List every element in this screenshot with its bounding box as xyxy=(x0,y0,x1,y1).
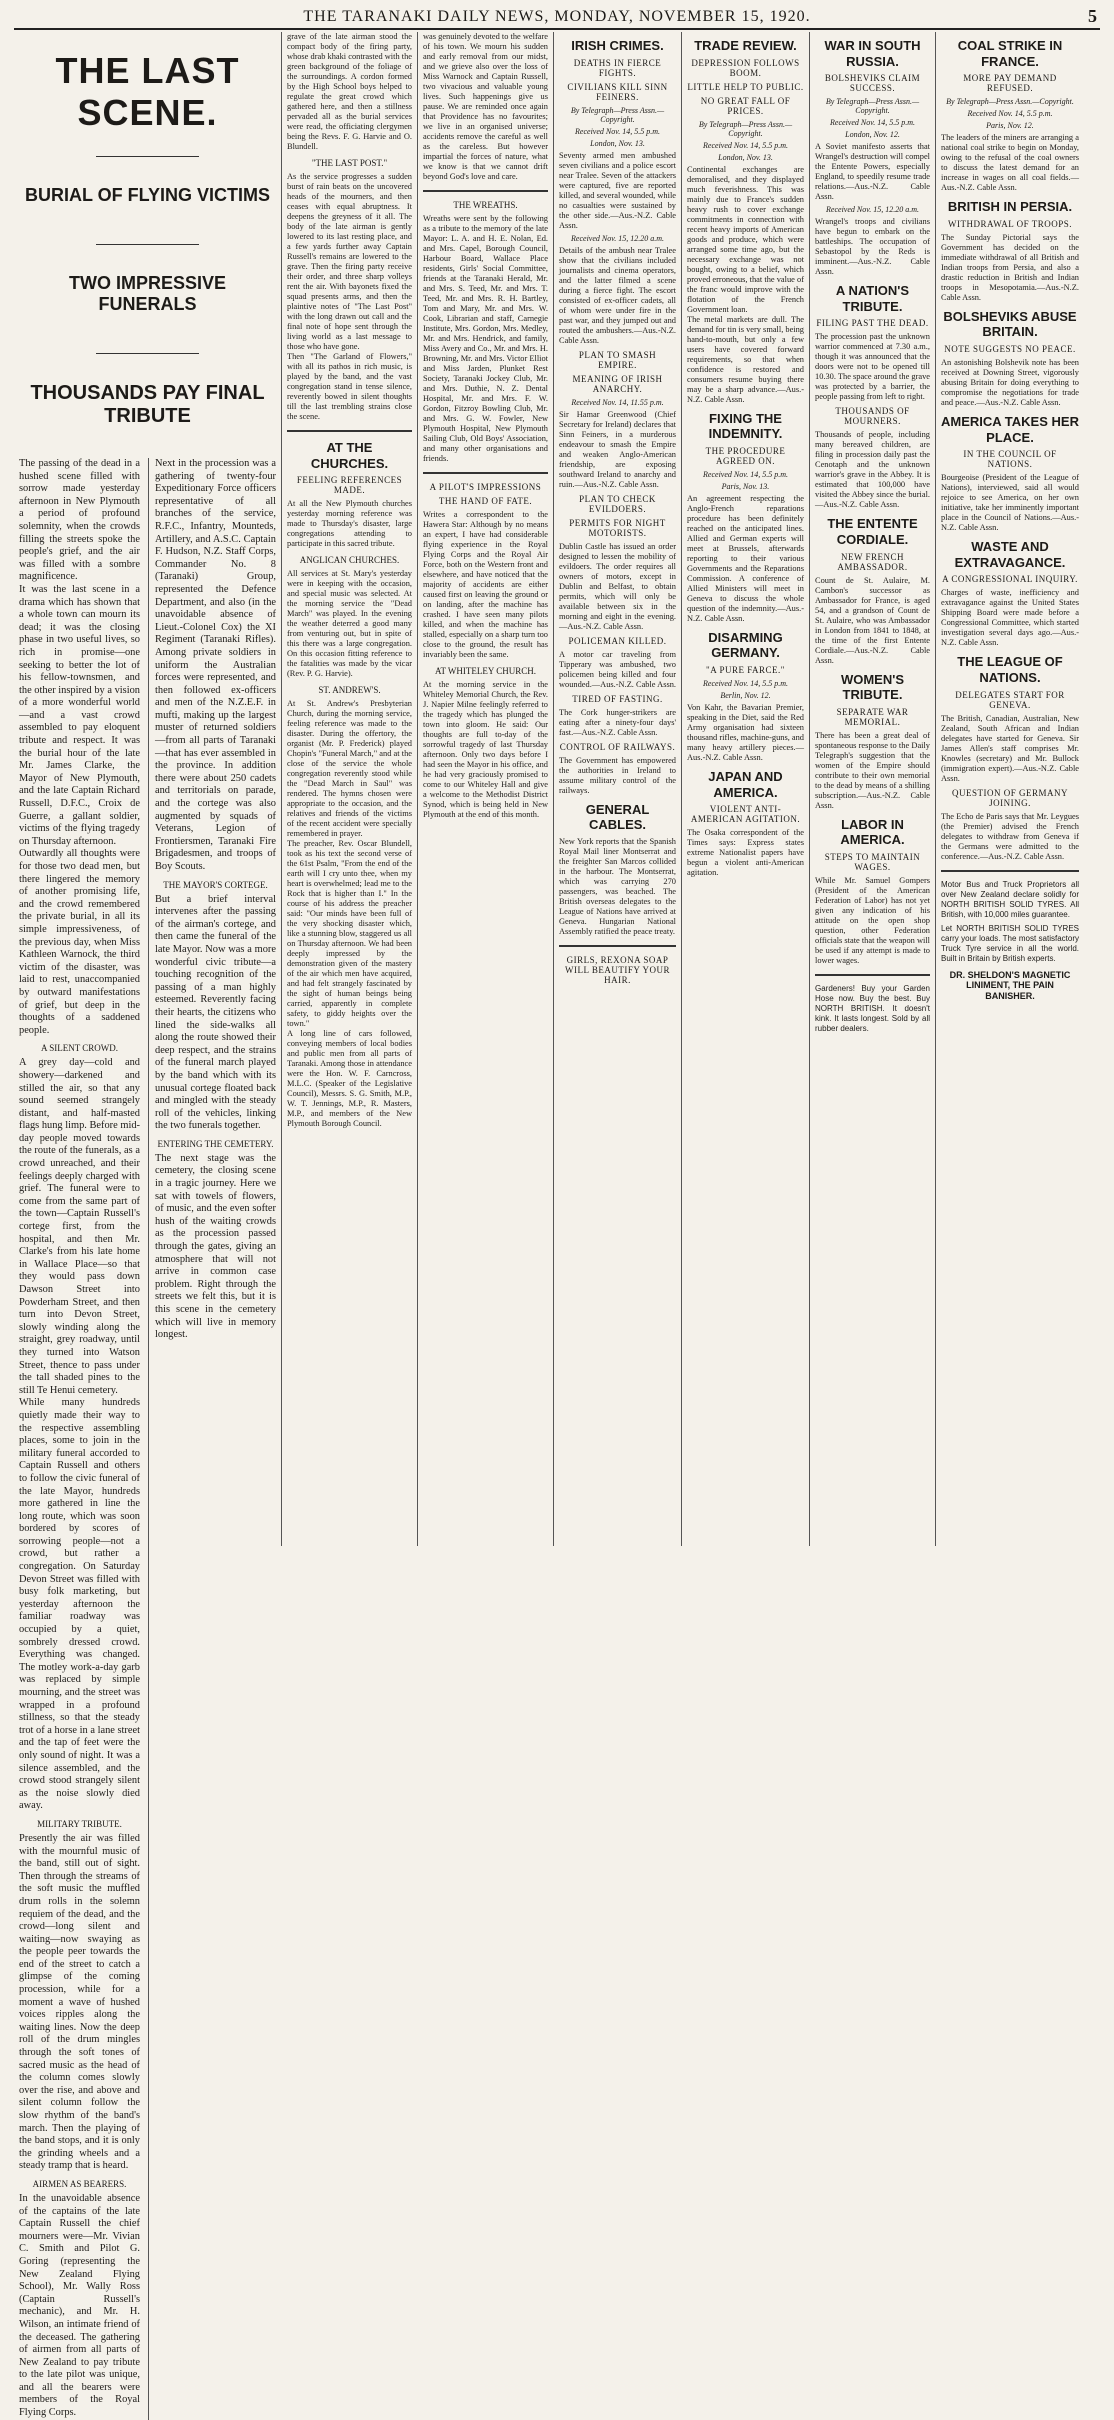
paragraph: The leaders of the miners are arranging a national coal strike to begin on Monday, owing to the refusal of the coal owners to discuss the latest demand for an increase in wages on all coal fields.—Aus.-N.Z. Cable Assn. xyxy=(941,133,1079,193)
paragraph: Count de St. Aulaire, M. Cambon's successor as Ambassador for France, is aged 54, and a grandson of Count de St. Aulaire, who was Ambassador in London from 1841 to 1848, at the time of the first Entente Cordiale.—Aus.-N.Z. Cable Assn. xyxy=(815,575,930,665)
received-line: Received Nov. 14, 5.5 p.m. xyxy=(703,678,788,688)
masthead xyxy=(14,6,1100,30)
paragraph: At the morning service in the Whiteley Memorial Church, the Rev. J. Napier Milne feelingly referred to the tragedy which has plunged the town into gloom. He said: Our thoughts are full to-day of the sorrowful tragedy of last Thursday afternoon. Only two days before I had seen the Mayor in his office, and he had very graciously promised to come to our Whiteley Hall and give a welcome to the Methodist District Synod, which is being held in New Plymouth at the end of this month. xyxy=(423,680,548,819)
advertisement: DR. SHELDON'S MAGNETIC LINIMENT, THE PAIN BANISHER. xyxy=(949,969,1071,1002)
paragraph: The Echo de Paris says that Mr. Leygues (the Premier) advised the French delegates to withdraw from Geneva if the Germans were admitted to the conference.—Aus.-N.Z. Cable Assn. xyxy=(941,811,1079,861)
headline-general-cables: GENERAL CABLES. xyxy=(585,801,650,833)
deck-funerals: TWO IMPRESSIVE FUNERALS xyxy=(68,273,227,314)
section-heading: AT WHITELEY CHURCH. xyxy=(434,666,537,676)
headline-churches: AT THE CHURCHES. xyxy=(310,440,389,471)
subheading: PLAN TO CHECK EVILDOERS. xyxy=(579,493,656,514)
masthead-title: THE TARANAKI DAILY NEWS, MONDAY, NOVEMBER 15, 1920. xyxy=(303,8,811,25)
subheading: CIVILIANS KILL SINN FEINERS. xyxy=(567,81,668,102)
headline-disarming-germany: DISARMING GERMANY. xyxy=(708,629,783,661)
subheading: DEATHS IN FIERCE FIGHTS. xyxy=(573,57,662,78)
lead-story-left xyxy=(19,458,140,2420)
paragraph: The British, Canadian, Australian, New Zealand, South African and Indian delegates have started for Geneva. Sir James Allen's staff comprises Mr. Knowles (secretary) and Mr. Bullock (immigration expert).—Aus.-N.Z. Cable Assn. xyxy=(941,713,1079,783)
received-line: Received Nov. 15, 12.20 a.m. xyxy=(571,233,664,243)
column-4 xyxy=(554,32,682,1546)
paragraph: An astonishing Bolshevik note has been received at Downing Street, vigorously abusing Britain for doing everything to compromise the negotiations for trade and peace.—Aus.-N.Z. Cable Assn. xyxy=(941,357,1079,407)
paragraph: As the service progresses a sudden burst of rain beats on the uncovered heads of the mourners, and then ceases with equal abruptness. It deepens the greyness of it all. The body of the late airman is gently lowered to its last resting place, and a few yards further away Captain Russell's remains are lowered to the grave. Then the firing party receive their order, and three sharp volleys rent the air. With bayonets fixed the squad presents arms, and then the plaintive notes of "The Last Post" with the long drawn out call and the final note of hope sent through the living world as a last message to those who have gone. xyxy=(287,172,412,351)
subheading: LITTLE HELP TO PUBLIC. xyxy=(687,81,804,92)
paragraph: Next in the procession was a gathering of twenty-four Expeditionary Force officers representative of all branches of the service, R.F.C., Infantry, Mounteds, Artillery, and A.S.C. Captain F. Hudson, N.Z. Staff Corps, Commander No. 8 (Taranaki) Group, represented the Defence Department, and also (in the unavoidable absence of Lieut.-Colonel Cox) the XI Regiment (Taranaki Rifles). Among private soldiers in uniform the Australian forces were represented, and then followed ex-officers and men of the N.Z.E.F. in mufti, making up the largest muster of returned soldiers—from all parts of Taranaki—that has ever assembled in the province. In addition there were about 250 cadets and territorials on parade, and the cortege was also augmented by squads of Veterans, Legion of Frontiersmen, Taranaki Fire Brigadesmen, and troops of Boy Scouts. xyxy=(155,458,276,872)
paragraph: The Government has empowered the authorities in Ireland to assume military control of the railways. xyxy=(559,755,676,795)
paragraph: Outwardly all thoughts were for those two dead men, but there lingered the memory of another promising life, and the crowd remembered the private burial, in all its simple impressiveness, of the previous day, when Miss Kathleen Warnock, the third victim of the disaster, was laid to rest, unaccompanied by outward manifestations of grief, but deep in the thoughts of a saddened people. xyxy=(19,848,140,1036)
headline-trade-review: TRADE REVIEW. xyxy=(694,38,797,53)
headline-nations-tribute: A NATION'S TRIBUTE. xyxy=(835,283,910,314)
paragraph: At all the New Plymouth churches yesterday morning reference was made to Thursday's disaster, large congregations attending to participate in this sacred tribute. xyxy=(287,499,412,549)
divider xyxy=(815,974,930,976)
paragraph: A long line of cars followed, conveying members of local bodies and public men from all parts of Taranaki. Among those in attendance were the Hon. W. F. Carncross, M.L.C. (Speaker of the Legislative Council), Messrs. S. G. Smith, M.P., W. T. Jennings, M.P., R. Masters, M.P., and members of the New Plymouth Borough Council. xyxy=(287,1029,412,1129)
subheading: SEPARATE WAR MEMORIAL. xyxy=(836,706,909,727)
column-6 xyxy=(810,32,936,1546)
headline-america-place: AMERICA TAKES HER PLACE. xyxy=(941,413,1079,445)
paragraph: Thousands of people, including many bereaved children, are filing in procession daily past the Cenotaph and the unknown warrior's grave in the Abbey. It is estimated that 100,000 have visited the Abbey since the burial.—Aus.-N.Z. Cable Assn. xyxy=(815,430,930,510)
headline-entente-cordiale: THE ENTENTE CORDIALE. xyxy=(827,516,918,547)
headline-labor-america: LABOR IN AMERICA. xyxy=(840,816,905,848)
subheading: THE PROCEDURE AGREED ON. xyxy=(705,445,786,466)
received-line: Received Nov. 14, 5.5 p.m. xyxy=(703,469,788,479)
headline-womens-tribute: WOMEN'S TRIBUTE. xyxy=(840,671,905,703)
subheading: WITHDRAWAL OF TROOPS. xyxy=(947,218,1073,229)
dateline: Berlin, Nov. 12. xyxy=(720,690,771,700)
subheading: NO GREAT FALL OF PRICES. xyxy=(700,95,791,116)
paragraph: The preacher, Rev. Oscar Blundell, took as his text the second verse of the 61st Psalm, "From the end of the earth will I cry unto thee, when my heart is overwhelmed; lead me to the Rock that is higher than I." In the course of his address the preacher said: "Our minds have been full of the very shocking disaster which, like a stunning blow, staggered us all on Thursday afternoon. We had been deeply impressed by the demonstration given of the mastery of the air which men have acquired, and had felt strangely fascinated by the sight of human beings being carried, apparently in complete safety, to giddy heights over the town." xyxy=(287,839,412,1029)
paragraph: While Mr. Samuel Gompers (President of the American Federation of Labor) has not yet given any indication of his attitude on the open shop question, other Federation officials state that the weapon will be used if any attempt is made to lower wages. xyxy=(815,875,930,965)
advertisement: Gardeners! Buy your Garden Hose now. Buy the best. Buy NORTH BRITISH. It doesn't kink. It lasts longest. Sold by all rubber dealers. xyxy=(815,983,930,1033)
column-lead-story xyxy=(14,32,282,2419)
lead-story-right xyxy=(148,458,276,2420)
headline-waste-extravagance: WASTE AND EXTRAVAGANCE. xyxy=(954,539,1066,570)
received-line: Received Nov. 15, 12.20 a.m. xyxy=(826,205,919,215)
subheading: DELEGATES START FOR GENEVA. xyxy=(955,689,1065,710)
paragraph: All services at St. Mary's yesterday were in keeping with the occasion, and special music was selected. At the morning service the "Dead March" was played. In the evening the weather deterred a good many from venturing out, but in spite of this there was a large congregation. On this occasion fitting reference to the fatalities was made by the vicar (Rev. P. G. Harvie). xyxy=(287,569,412,679)
paragraph: Dublin Castle has issued an order designed to lessen the mobility of evildoers. The order requires all owners of motors, except in Dublin and Belfast, to obtain permits, which will only be available between six in the morning and eight in the evening.—Aus.-N.Z. Cable Assn. xyxy=(559,541,676,631)
page-number: 5 xyxy=(1088,6,1098,26)
subheading: IN THE COUNCIL OF NATIONS. xyxy=(963,449,1057,470)
received-line: Received Nov. 14, 5.5 p.m. xyxy=(703,140,788,150)
paragraph: A grey day—cold and showery—darkened and stilled the air, so that any sound seemed strangely distant, and half-masted flags hung limp. Before mid-day people moved towards the route of the funerals, as a crowd unreached, and their feelings deeply charged with grief. The funeral were to come from the same part of the town—Captain Russell's cortege first, from the hospital, and then Mr. Clarke's from his late home in Wallace Place—so that they would pass down Dawson Street into Powderham Street, and then turn into Devon Street, slowly winding along the straight, grey roadway, until they turned into Watson Street, thence to pass under the tall shaded pines to the still Te Henui cemetery. xyxy=(19,1057,140,1396)
section-heading: "THE LAST POST." xyxy=(311,158,388,168)
subheading: CONTROL OF RAILWAYS. xyxy=(559,741,676,752)
paragraph: New York reports that the Spanish Royal Mail liner Montserrat and the freighter San Marcos collided in the harbour. The Montserrat, which was carrying 270 passengers, was beached. The British overseas delegates to the League of Nations have arrived at Geneva. Hungarian National Assembly ratified the peace treaty. xyxy=(559,836,676,936)
headline-coal-strike: COAL STRIKE IN FRANCE. xyxy=(957,38,1063,69)
paragraph: The next stage was the cemetery, the closing scene in a tragic journey. Here we sat with towels of flowers, of music, and the even softer hush of the waiting crowds as the procession passed through the gates, giving an atmosphere that will not arrive in common case problem. Right through the streets we felt this, but it is this scene in the cemetery which will live in memory longest. xyxy=(155,1152,276,1341)
wire-credit: By Telegraph—Press Assn.—Copyright. xyxy=(698,119,793,138)
deck-burial: BURIAL OF FLYING VICTIMS xyxy=(24,185,270,205)
paragraph: Presently the air was filled with the mournful music of the band, still out of sight. Then through the streams of the soft music the muffled drum rolls in the solemn requiem of the dead, and the crowd—long silent and waiting—now swaying as the people peer towards the end of the street to catch a glimpse of the coming procession, while for a moment a wave of hushed voices ripples along the waiting lines. Now the deep roll of the drum mingles through the soft tones of sacred music as the head of the column comes slowly over the rise, and above and silent column follow the slow rhythm of the band's march. Then the playing of the band stops, and it is only the grinding wheels and a steady tramp that is heard. xyxy=(19,1832,140,2172)
divider xyxy=(96,156,199,157)
subheading: FILING PAST THE DEAD. xyxy=(816,318,929,329)
subheading: A CONGRESSIONAL INQUIRY. xyxy=(942,574,1078,585)
dateline: Paris, Nov. 13. xyxy=(721,481,770,491)
headline-irish-crimes: IRISH CRIMES. xyxy=(571,38,664,53)
section-heading: THE WREATHS. xyxy=(453,200,518,210)
subheading: POLICEMAN KILLED. xyxy=(568,635,667,646)
paragraph: Von Kahr, the Bavarian Premier, speaking in the Diet, said the Red Army organisation had sixteen thousand rifles, machine-guns, and many heavy artillery pieces.—Aus.-N.Z. Cable Assn. xyxy=(687,702,804,762)
divider xyxy=(287,430,412,432)
subheading: MEANING OF IRISH ANARCHY. xyxy=(572,373,663,394)
paragraph: There has been a great deal of spontaneous response to the Daily Telegraph's suggestion that the women of the Empire should contribute to their own memorial to the dead by means of a shilling subscription.—Aus.-N.Z. Cable Assn. xyxy=(815,730,930,810)
paragraph: A motor car traveling from Tipperary was ambushed, two policemen being killed and four wounded.—Aus.-N.Z. Cable Assn. xyxy=(559,649,677,689)
headline-war-south-russia: WAR IN SOUTH RUSSIA. xyxy=(824,38,921,69)
paragraph: The metal markets are dull. The demand for tin is very small, being hand-to-mouth, but only a few users have covered forward requirements, so that when confidence is restored and consumers resume buying there may be a sharp advance.—Aus.-N.Z. Cable Assn. xyxy=(687,314,804,404)
paragraph: An agreement respecting the Anglo-French reparations procedure has been definitely reached on the anticipated lines. Allied and German experts will meet at Brussels, afterwards reporting to their various Governments and the Reparations Commission. A conference of Allied Ministers will meet in Geneva to discuss the whole question of the indemnity.—Aus.-N.Z. Cable Assn. xyxy=(687,493,804,623)
divider xyxy=(559,945,676,947)
subheading: MORE PAY DEMAND REFUSED. xyxy=(963,73,1057,94)
paragraph: Wrangel's troops and civilians have begun to embark on the battleships. The occupation of Sebastopol by the Reds is imminent.—Aus.-N.Z. Cable Assn. xyxy=(815,217,930,277)
subheading: THE HAND OF FATE. xyxy=(438,496,533,506)
paragraph: grave of the late airman stood the compact body of the firing party, whose drab khaki contrasted with the green background of the foliage of the surroundings. A cordon formed by the High School boys helped to regulate the great crowd which gathered here, and then a stillness pervaded all as the burial services were read, the officiating clergymen being the Revs. F. G. Harvie and O. Blundell. xyxy=(287,32,412,151)
section-heading: MILITARY TRIBUTE. xyxy=(37,1818,122,1829)
dateline: London, Nov. 13. xyxy=(718,152,773,162)
dateline: London, Nov. 13. xyxy=(590,138,645,148)
received-line: Received Nov. 14, 11.55 p.m. xyxy=(571,397,664,407)
column-3 xyxy=(418,32,554,1546)
headline-last-scene: THE LAST SCENE. xyxy=(55,50,240,133)
subheading: NEW FRENCH AMBASSADOR. xyxy=(837,551,908,572)
subheading: PERMITS FOR NIGHT MOTORISTS. xyxy=(569,517,666,538)
section-heading: ANGLICAN CHURCHES. xyxy=(299,555,400,566)
subheading: TIRED OF FASTING. xyxy=(572,693,663,704)
headline-british-persia: BRITISH IN PERSIA. xyxy=(947,199,1073,215)
paragraph: was genuinely devoted to the welfare of his town. We mourn his sudden and early removal from our midst, and we grieve also over the loss of Miss Warnock and Captain Russell, two vivacious and valuable young lives. Such happenings give us pause. We are reminded once again that Providence has no favourites; we live in an organised universe; accidents remove the careful as well as the careless. But however impartial the forces of nature, what we know is that we cannot drift beyond God's love and care. xyxy=(423,32,548,181)
divider xyxy=(423,472,548,474)
paragraph: It was the last scene in a drama which has shown that a whole town can mourn its dead; it was the closing phase in two useful lives, so rich in promise—one seeking to better the lot of his fellow-townsmen, and the other inspired by a vision of a more wonderful world—and a vast crowd assembled to pay eloquent tribute and respect. It was the burial hour of the late Mr. James Clarke, the Mayor of New Plymouth, and the late Captain Richard Russell, D.F.C., Croix de Guerre, a gallant soldier, victims of the flying tragedy on Thursday afternoon. xyxy=(19,583,140,847)
paragraph: Details of the ambush near Tralee show that the civilians included journalists and cinema operators, and the latter filmed a scene during a fierce fight. The escort consisted of ex-officer cadets, all of whom were under fire in the past war, and they jumped out and routed the ambushers.—Aus.-N.Z. Cable Assn. xyxy=(559,245,676,345)
column-5 xyxy=(682,32,810,1546)
divider xyxy=(96,244,199,245)
subheading: PLAN TO SMASH EMPIRE. xyxy=(578,349,657,370)
headline-league-nations: THE LEAGUE OF NATIONS. xyxy=(957,654,1063,685)
received-line: Received Nov. 14, 5.5 p.m. xyxy=(830,118,915,128)
subheading: THOUSANDS OF MOURNERS. xyxy=(835,406,910,427)
wire-credit: By Telegraph—Press Assn.—Copyright. xyxy=(825,97,920,116)
paragraph: The Cork hunger-strikers are eating after a ninety-four days' fast.—Aus.-N.Z. Cable Assn. xyxy=(559,707,676,737)
paragraph: Charges of waste, inefficiency and extravagance against the United States Shipping Board were made before a Congressional Committee, which started investigation several days ago.—Aus.-N.Z. Cable Assn. xyxy=(941,588,1079,648)
paragraph: Sir Hamar Greenwood (Chief Secretary for Ireland) declares that Sinn Feiners, in a murderous endeavour to smash the Empire and weaken Anglo-American friendship, are exposing southward Ireland to anarchy and ruin.—Aus.-N.Z. Cable Assn. xyxy=(559,409,676,489)
advertisement: Let NORTH BRITISH SOLID TYRES carry your loads. The most satisfactory Truck Tyre service in all the world. Built in Britain by British experts. xyxy=(941,923,1079,963)
section-heading: AIRMEN AS BEARERS. xyxy=(32,2178,127,2189)
headline-japan-america: JAPAN AND AMERICA. xyxy=(708,768,783,800)
paragraph: In the unavoidable absence of the captains of the late Captain Russell the chief mourners were—Mr. Vivian C. Smith and Pilot G. Goring (representing the New Zealand Flying School), Mr. Wally Ross (Captain Russell's mechanic), and Mr. H. Wilson, an intimate friend of the deceased. The gathering of airmen from all parts of New Zealand to pay tribute to the late pilot was unique, and all the bearers were members of the Royal Flying Corps. xyxy=(19,2192,140,2419)
subheading: FEELING REFERENCES MADE. xyxy=(296,475,403,496)
paragraph: Wreaths were sent by the following as a tribute to the memory of the late Mayor: L. A. and H. E. Nolan, Ed. and Mrs. Capel, Borough Council, Harbour Board, Wallace Place residents, Girls' Social Committee, friends at the Taranaki Herald, Mr. and Mrs. S. Teed, Mr. and Mrs. T. Teed, Mr. and Mrs. R. H. Bartley, Tom and Mary, Mr. and Mrs. W. Cook, Librarian and staff, Carnegie Institute, Mrs. Gordon, Mrs. Medley, Mr. and Mrs. Hendrick, and family, Miss Avery and Co., Mr. and Mrs. H. Browning, Mr. and Mrs. Victor Elliot and Miss Jarden, Plunket Rest Society, Taranaki Jockey Club, Mr. and Mrs. Duthie, N. Z. Dental Hospital, Mr. and Mrs. F. W. Gordon, Fitzroy Bowling Club, Mr. and Mrs. G. W. Fowler, New Plymouth Hospital, New Plymouth Sailing Club, Old Boys' Association, and many other organisations and friends. xyxy=(423,214,548,463)
dateline: London, Nov. 12. xyxy=(845,130,900,140)
deck-tribute: THOUSANDS PAY FINAL TRIBUTE xyxy=(30,382,265,427)
paragraph: At St. Andrew's Presbyterian Church, during the morning service, feeling reference was made to the disaster. During the offertory, the organist (Mr. P. Frederick) played Chopin's "Funeral March," and at the close of the service the whole congregation reverently stood while the "Dead March in Saul" was rendered. The hymns chosen were appropriate to the occasion, and the relatives and friends of the victims of the recent accident were specially remembered in prayer. xyxy=(287,699,412,839)
dateline: Paris, Nov. 12. xyxy=(986,121,1034,131)
headline-fixing-indemnity: FIXING THE INDEMNITY. xyxy=(708,410,783,442)
subheading: A PILOT'S IMPRESSIONS xyxy=(429,482,542,492)
subheading: QUESTION OF GERMANY JOINING. xyxy=(951,787,1068,808)
received-line: Received Nov. 14, 5.5 p.m. xyxy=(575,126,660,136)
divider xyxy=(96,353,199,354)
advertisement: Motor Bus and Truck Proprietors all over New Zealand declare solidly for NORTH BRITISH SOLID TYRES. All British, with 10,000 miles guarantee. xyxy=(941,879,1079,919)
paragraph: While many hundreds quietly made their way to the respective assembling places, some to join in the military funeral accorded to Captain Russell and others to follow the civic funeral of the late Mayor, hundreds more gathered in line the long route, which was soon bordered by scores of sorrowing people—not a crowd, but rather a congregation. On Saturday Devon Street was filled with busy folk marketing, but yesterday afternoon the familiar roadway was occupied by a quiet, sombrely dressed crowd. Everything was changed. The motley work-a-day garb was replaced by simple mourning, and the street was wrapped in a profound stillness, so that the steady trot of a horse in a lane street and the tap of feet were the only sound of night. It was a silence assembled, and the crowd stood strangely silent as the noise slowly died away. xyxy=(19,1397,140,1812)
section-heading: THE MAYOR'S CORTEGE. xyxy=(163,879,268,890)
paragraph: Then "The Garland of Flowers," with all its pathos in rich music, is played by the band, and the vast congregation stand in tense silence, reverently bowed in silent thoughts till the last trembling strains close the scene. xyxy=(287,352,412,421)
paragraph: Continental exchanges are demoralised, and they displayed much feverishness. This was mainly due to France's sudden heavy rush to cover exchange commitments in connection with recent heavy imports of American goods and produce, which were arranged some time ago, but the necessary exchange was not bought, owing to a belief, which proved erroneous, that the value of the franc would improve with the flotation of the French Government loan. xyxy=(687,164,804,314)
wire-credit: By Telegraph—Press Assn.—Copyright. xyxy=(946,97,1074,107)
subheading: VIOLENT ANTI-AMERICAN AGITATION. xyxy=(690,804,801,825)
section-heading: A SILENT CROWD. xyxy=(40,1043,119,1054)
wire-credit: By Telegraph—Press Assn.—Copyright. xyxy=(570,105,665,124)
paragraph: Writes a correspondent to the Hawera Star: Although by no means an expert, I have had considerable flying experience in the Royal Flying Corps and the Royal Air Force, both on the Western front and elsewhere, and have noticed that the majority of accidents are either caused first on leaving the ground or on landing, after the machine has crashed. I have seen many pilots killed, and when the machine has stalled, especially on a sharp turn too close to the ground, the result has invariably been the same. xyxy=(423,510,548,659)
paragraph: But a brief interval intervenes after the passing of the airman's cortege, and then came the funeral of the late Mayor. Now was a more wonderful civic tribute—a touching recognition of the passing of a man highly esteemed. Reverently facing their hearts, the citizens who lined the side-walks all along the route showed their deep respect, and the strains of the funeral march played by the band which with its unusual cortege floated back and mingled with the steady roll of the vehicles, linking the two funerals together. xyxy=(155,893,276,1132)
subheading: BOLSHEVIKS CLAIM SUCCESS. xyxy=(824,73,921,94)
paragraph: Bourgeoise (President of the League of Nations), interviewed, said all would rejoice to see America, on her own initiative, take her imminently important place in the Council of Nations.—Aus.-N.Z. Cable Assn. xyxy=(941,473,1079,533)
section-heading: ENTERING THE CEMETERY. xyxy=(157,1138,274,1149)
paragraph: The Osaka correspondent of the Times says: Express states extreme Nationalist papers have begun a violent anti-American agitation. xyxy=(687,828,804,878)
newspaper-columns xyxy=(14,32,1100,2419)
divider xyxy=(423,190,548,192)
section-heading: ST. ANDREW'S. xyxy=(318,685,381,696)
paragraph: The procession past the unknown warrior commenced at 7.30 a.m., though it was announced that the doors were not to be opened till 10.30. The space around the grave was protected by a barrier, the people passing from left to right. xyxy=(815,332,930,402)
subheading: DEPRESSION FOLLOWS BOOM. xyxy=(691,57,800,78)
paragraph: A Soviet manifesto asserts that Wrangel's destruction will compel the Entente Powers, especially England, to speedily resume trade relations.—Aus.-N.Z. Cable Assn. xyxy=(815,142,930,202)
subheading: STEPS TO MAINTAIN WAGES. xyxy=(824,851,921,872)
divider xyxy=(941,870,1079,872)
advertisement: GIRLS, REXONA SOAP WILL BEAUTIFY YOUR HAIR. xyxy=(565,954,670,985)
subheading: "A PURE FARCE." xyxy=(706,664,785,675)
paragraph: The passing of the dead in a hushed scene filled with sorrow made yesterday afternoon in New Plymouth a period of profound solemnity, when the crowds filling the streets spoke the people's grief, and the air was filled with a sombre magnificence. xyxy=(19,458,140,583)
subheading: NOTE SUGGESTS NO PEACE. xyxy=(944,343,1076,354)
column-2 xyxy=(282,32,418,1546)
received-line: Received Nov. 14, 5.5 p.m. xyxy=(967,109,1053,119)
paragraph: Seventy armed men ambushed seven civilians and a police escort near Tralee. Seven of the attackers were captured, five are reported killed, and several wounded, while no casualties were sustained by the other side.—Aus.-N.Z. Cable Assn. xyxy=(559,150,676,230)
paragraph: The Sunday Pictorial says the Government has decided on the immediate withdrawal of all British and Indian troops from Persia, and also a drastic reduction in British and Indian troops in Mesopotamia.—Aus.-N.Z. Cable Assn. xyxy=(941,232,1079,302)
lead-story-body xyxy=(19,458,276,2420)
headline-bolsheviks-abuse: BOLSHEVIKS ABUSE BRITAIN. xyxy=(943,308,1077,340)
column-7 xyxy=(936,32,1084,1546)
